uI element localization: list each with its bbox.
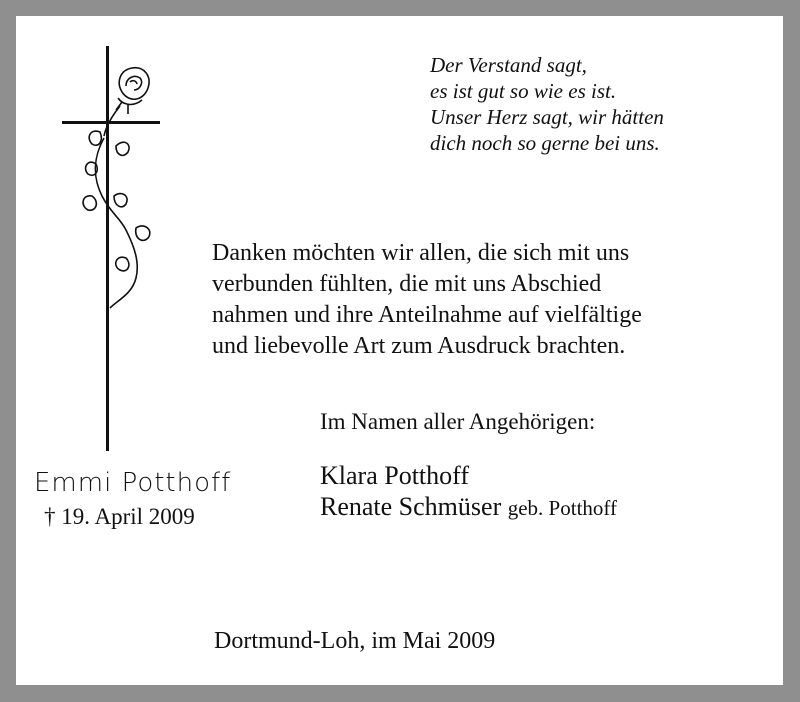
mourners-intro: Im Namen aller Angehörigen: [320,409,596,434]
obituary-card [16,16,783,685]
deceased-name: Emmi Potthoff [34,468,232,498]
mourners-list [320,460,617,524]
poem-line: Der Verstand sagt, [430,53,587,77]
death-date: † 19. April 2009 [44,504,195,529]
thanks-text [212,238,642,362]
thanks-line: verbunden fühlten, die mit uns Abschied [212,271,602,297]
mourner-entry [320,491,617,524]
mourner-name: Klara Potthoff [320,461,469,490]
thanks-line: und liebevolle Art zum Ausdruck brachten. [212,333,626,359]
thanks-line: Danken möchten wir allen, die sich mit uns [212,240,630,266]
mourner-maiden-name: geb. Potthoff [507,496,618,520]
place-and-date: Dortmund-Loh, im Mai 2009 [214,628,496,654]
poem-line: dich noch so gerne bei uns. [430,131,660,155]
mourner-name: Renate Schmüser [320,492,502,521]
poem [430,52,664,156]
cross-with-rose-icon [56,46,176,456]
thanks-line: nahmen und ihre Anteilnahme auf vielfältige [212,302,642,328]
poem-line: es ist gut so wie es ist. [430,79,617,103]
poem-line: Unser Herz sagt, wir hätten [430,105,664,129]
